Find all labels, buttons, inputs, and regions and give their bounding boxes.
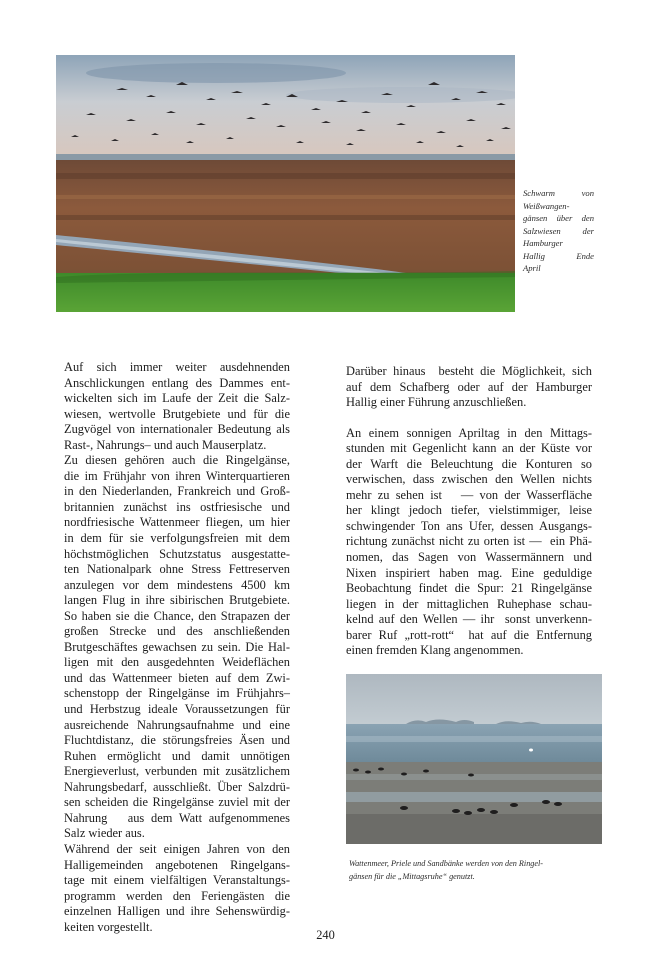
- left-column-text: [64, 360, 290, 935]
- text-line: langen Flug in ihre sibirischen Brutgebiete.: [64, 593, 290, 608]
- paragraph-guided-tours: [346, 364, 592, 411]
- text-line: programm werden den Feriengästen die: [64, 888, 290, 903]
- text-line: Salz wieder aus.: [64, 826, 145, 841]
- wadden-sea-geese-image: [346, 674, 602, 844]
- paragraph-april-afternoon: [346, 426, 592, 659]
- top-caption-line: Schwarm von: [523, 188, 594, 198]
- text-line: ligen mit den ausgedehnten Weideflächen: [64, 655, 290, 670]
- text-line: auf dem Schafberg oder auf der Hamburger: [346, 379, 592, 394]
- text-line: und das Wattenmeer bieten auf dem Zwi-: [64, 670, 290, 685]
- top-caption-line: Hallig Ende: [523, 250, 594, 261]
- right-text-column: [346, 364, 592, 659]
- top-caption-line: Weißwangen-: [523, 200, 570, 211]
- bottom-photo-caption: [349, 858, 601, 883]
- text-line: nomen, das Sagen von Wassermännern und: [346, 550, 592, 565]
- bottom-caption-line: gänsen für die „Mittagsruhe“ genutzt.: [349, 871, 475, 881]
- bottom-photo: [346, 674, 602, 844]
- top-caption-line: gänsen über den: [523, 213, 594, 223]
- text-line: Während der seit einigen Jahren von den: [64, 841, 290, 856]
- text-line: keiten vorgestellt.: [64, 919, 153, 934]
- text-line: anzulegen vor dem mindestens 4500 km: [64, 577, 290, 592]
- text-line: richtung zunächst nicht zu orten ist — ein Phä-: [346, 534, 592, 549]
- text-line: stunden mit Gegenlicht kann an der Küste vor: [346, 441, 592, 456]
- text-line: An einem sonnigen Apriltag in den Mittags-: [346, 425, 592, 440]
- text-line: tage mit einem vielfältigen Veranstaltungs-: [64, 873, 290, 888]
- top-photo-caption: [523, 187, 594, 275]
- text-line: So haben sie die Chance, den Strapazen der: [64, 608, 290, 623]
- text-line: Nixen inspiriert haben mag. Eine geduldige: [346, 565, 592, 580]
- text-line: Anschlickungen entlang des Dammes ent-: [64, 375, 290, 390]
- text-line: Nahrungsbedarf, ausschließt. Über Salzdrü-: [64, 779, 290, 794]
- top-caption-line: April: [523, 263, 541, 273]
- text-line: der Warft die Beleuchtung die Konturen so: [346, 456, 592, 471]
- text-line: liegen in der mittaglichen Ruhephase schau-: [346, 596, 592, 611]
- text-line: wiesen, wertvolle Brutgebiete und für die: [64, 406, 290, 421]
- text-line: die im Frühjahr von ihren Winterquartieren: [64, 468, 290, 483]
- text-line: britannien zunächst ins ostfriesische und: [64, 499, 290, 514]
- text-line: Nahrung aus dem Watt aufgenommenes: [64, 810, 290, 825]
- text-line: Energieverlust, verbunden mit zusätzlichem: [64, 764, 290, 779]
- top-caption-line: Hamburger: [523, 238, 563, 248]
- text-line: wickelten sich im Laufe der Zeit die Salz-: [64, 391, 290, 406]
- text-line: Zugvögel von internationaler Bedeutung als: [64, 422, 290, 437]
- text-line: schwingender Ton ans Ufer, dessen Ausgangs-: [346, 518, 592, 533]
- text-line: einzelnen Halligen und ihre Sehenswürdig-: [64, 904, 290, 919]
- text-line: Zu diesen gehören auch die Ringelgänse,: [64, 453, 290, 468]
- text-line: Rast-, Nahrungs– und auch Mauserplatz.: [64, 437, 267, 452]
- bottom-caption-line: Wattenmeer, Priele und Sandbänke werden von den Ringel-: [349, 859, 544, 868]
- text-line: nordfriesische Wattenmeer fliegen, um hier: [64, 515, 290, 530]
- text-line: mehr zu sehen ist — von der Wasserfläche: [346, 487, 592, 502]
- text-line: Hallig einer Führung anzuschließen.: [346, 395, 527, 410]
- text-line: Darüber hinaus besteht die Möglichkeit, sich: [346, 364, 592, 378]
- text-line: Brutgeschäftes gewachsen zu sein. Die Hal-: [64, 639, 290, 654]
- text-line: ten Nationalpark ohne Stress Fettreserven: [64, 562, 290, 577]
- text-line: Ruhen ermöglicht und damit unnötigen: [64, 748, 290, 763]
- text-line: her klingt jedoch tiefer, vielstimmiger, leise: [346, 503, 592, 518]
- page-number: 240: [316, 928, 335, 942]
- geese-salt-marsh-image: [56, 55, 515, 312]
- left-text-column: [64, 360, 290, 935]
- text-line: Auf sich immer weiter ausdehnenden: [64, 360, 290, 374]
- text-line: großen Strecke und des anschließenden: [64, 624, 290, 639]
- text-line: in den Niederlanden, Frankreich und Groß-: [64, 484, 290, 499]
- text-line: ausreichende Nahrungsaufnahme und eine: [64, 717, 290, 732]
- text-line: höchstmöglichen Schutzstatus ausgestatte-: [64, 546, 290, 561]
- text-line: Fluchtdistanz, die störungsfreies Äsen und: [64, 733, 290, 748]
- text-line: verwischen, dass zwischen den Wellen nichts: [346, 472, 592, 487]
- text-line: sen scheiden die Ringelgänse zuviel mit der: [64, 795, 290, 810]
- text-line: kelnd auf den Wellen — ihr sonst unverkenn-: [346, 612, 592, 627]
- text-line: und Herbstzug ideale Voraussetzungen für: [64, 702, 290, 717]
- text-line: in dem für sie verfolgungsfreien mit dem: [64, 531, 290, 546]
- text-line: barer Ruf „rott-rott“ hat auf die Entfernung: [346, 627, 592, 642]
- text-line: Beobachtung findet die Spur: 21 Ringelgänse: [346, 581, 592, 596]
- top-caption-line: Salzwiesen der: [523, 225, 594, 236]
- text-line: einen fremden Klang angenommen.: [346, 643, 524, 658]
- top-photo: [56, 55, 515, 312]
- text-line: schenstopp der Ringelgänse im Frühjahrs–: [64, 686, 290, 701]
- text-line: Halligemeinden angebotenen Ringelgans-: [64, 857, 290, 872]
